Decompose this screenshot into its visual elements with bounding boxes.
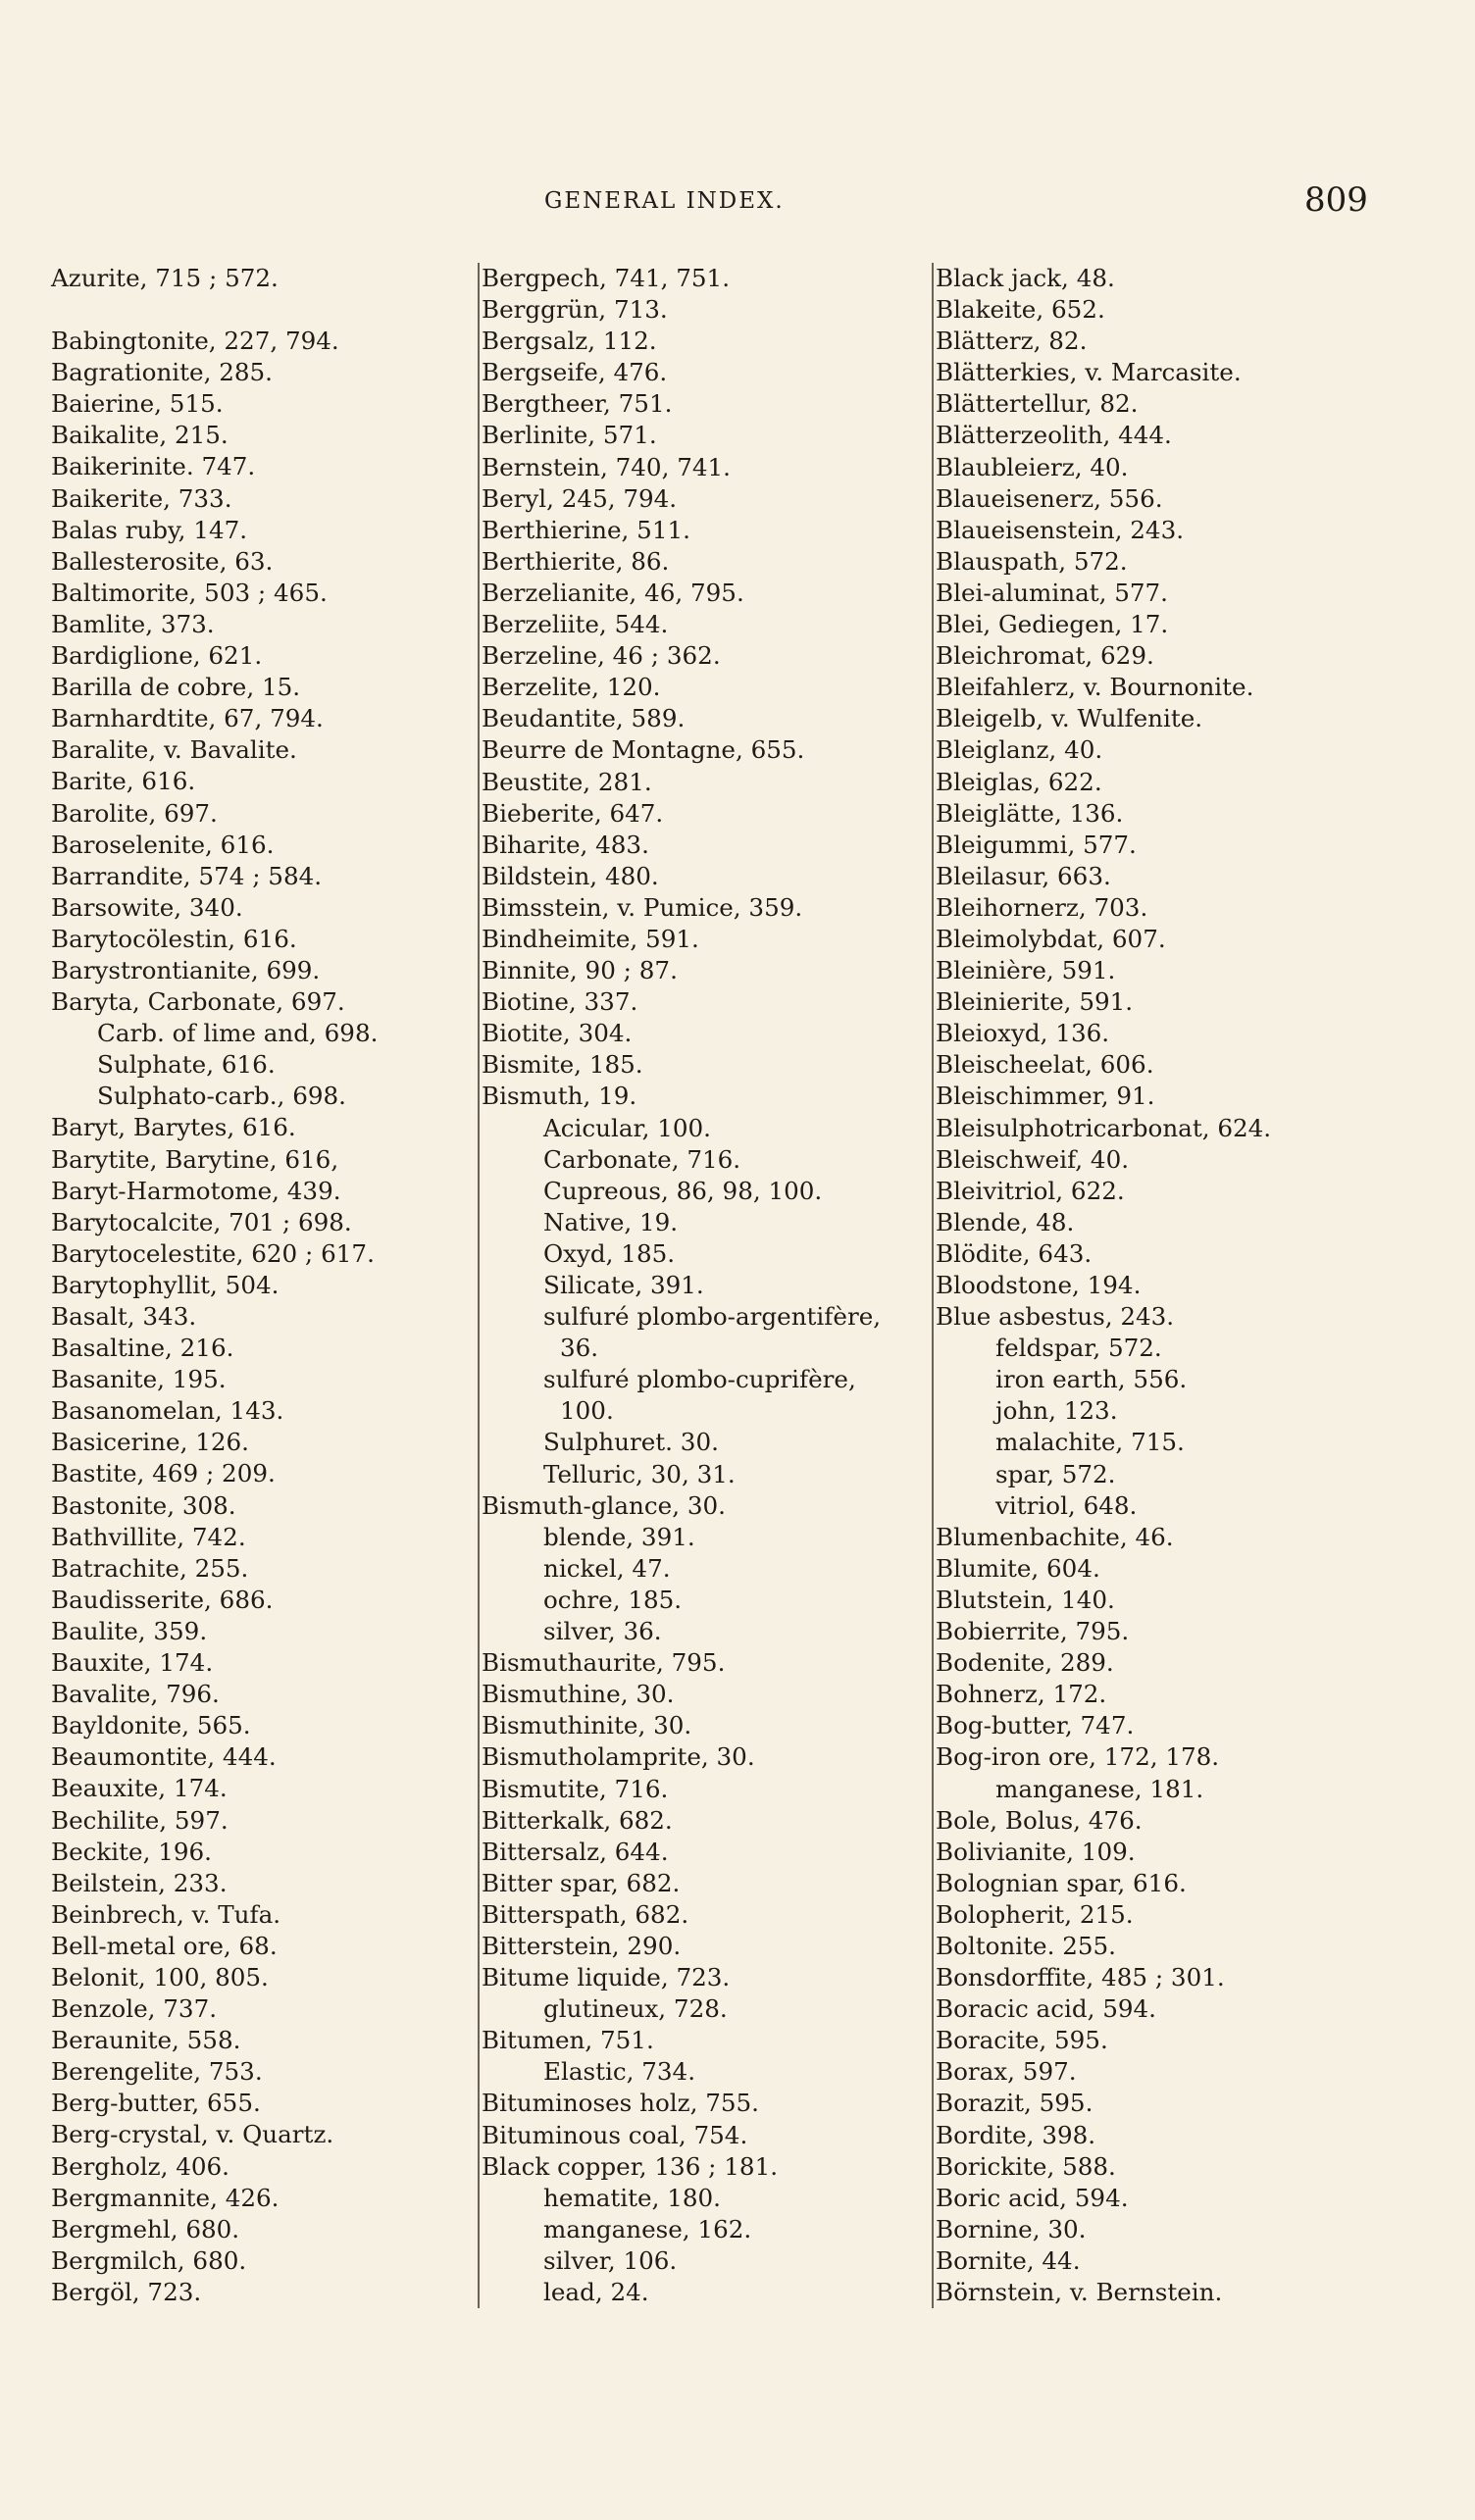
- index-entry: Bitter spar, 682.: [482, 1868, 681, 1897]
- index-entry: ochre, 185.: [543, 1585, 683, 1614]
- index-entry: Barilla de cobre, 15.: [51, 673, 301, 702]
- index-entry: Bitume liquide, 723.: [482, 1963, 731, 1992]
- index-entry: Barnhardtite, 67, 794.: [51, 704, 324, 733]
- index-entry: Beraunite, 558.: [51, 2026, 241, 2055]
- index-entry: Boltonite. 255.: [936, 1931, 1116, 1960]
- index-entry: Beilstein, 233.: [51, 1868, 228, 1897]
- index-entry: Borickite, 588.: [936, 2151, 1116, 2181]
- index-entry: Bimsstein, v. Pumice, 359.: [482, 892, 803, 922]
- index-entry: Bituminoses holz, 755.: [482, 2089, 759, 2118]
- index-entry: Bleichromat, 629.: [936, 641, 1154, 671]
- index-entry: Carb. of lime and, 698.: [97, 1019, 379, 1048]
- index-entry: Batrachite, 255.: [51, 1553, 249, 1583]
- index-entry: Bleischweif, 40.: [936, 1144, 1130, 1174]
- index-entry: feldspar, 572.: [995, 1334, 1162, 1363]
- index-entry: Barytocölestin, 616.: [51, 924, 297, 953]
- index-entry: Bleifahlerz, v. Bournonite.: [936, 673, 1254, 702]
- index-entry: nickel, 47.: [543, 1553, 671, 1583]
- index-entry: Blätterz, 82.: [936, 327, 1088, 356]
- index-entry: Bayldonite, 565.: [51, 1711, 251, 1740]
- index-entry: Bleiglanz, 40.: [936, 735, 1103, 765]
- index-entry: manganese, 162.: [543, 2214, 752, 2243]
- index-entry: Beustite, 281.: [482, 767, 652, 796]
- index-entry: Baryta, Carbonate, 697.: [51, 987, 345, 1017]
- index-entry: Elastic, 734.: [543, 2057, 696, 2087]
- index-entry: Bleigelb, v. Wulfenite.: [936, 704, 1203, 733]
- index-entry: Ballesterosite, 63.: [51, 546, 274, 576]
- index-entry: Berzelianite, 46, 795.: [482, 578, 744, 607]
- index-entry: Biotite, 304.: [482, 1019, 633, 1048]
- index-entry: Bismuthine, 30.: [482, 1680, 675, 1709]
- index-entry: Oxyd, 185.: [543, 1238, 676, 1268]
- index-entry: Bauxite, 174.: [51, 1648, 214, 1678]
- index-entry: Bagrationite, 285.: [51, 358, 273, 387]
- index-entry: Baulite, 359.: [51, 1616, 208, 1645]
- index-entry: Bismutholamprite, 30.: [482, 1742, 755, 1772]
- index-entry: Blättertellur, 82.: [936, 389, 1139, 419]
- index-column-left: [51, 263, 443, 2308]
- index-entry: Bechilite, 597.: [51, 1805, 229, 1835]
- index-entry: Bornine, 30.: [936, 2214, 1087, 2243]
- index-entry: Bog-iron ore, 172, 178.: [936, 1742, 1220, 1772]
- index-entry: Bergpech, 741, 751.: [482, 264, 731, 292]
- index-entry: Biharite, 483.: [482, 830, 649, 859]
- index-entry: lead, 24.: [543, 2278, 649, 2306]
- index-entry: Bitterkalk, 682.: [482, 1805, 673, 1835]
- index-entry: Basicerine, 126.: [51, 1428, 249, 1457]
- index-entry: Barytocelestite, 620 ; 617.: [51, 1238, 375, 1268]
- index-entry: Telluric, 30, 31.: [543, 1459, 736, 1488]
- index-entry: Baierine, 515.: [51, 389, 224, 419]
- index-entry: Börnstein, v. Bernstein.: [936, 2278, 1223, 2306]
- index-entry: Baroselenite, 616.: [51, 830, 275, 859]
- index-entry: Bergmannite, 426.: [51, 2183, 280, 2212]
- index-entry: Black jack, 48.: [936, 264, 1115, 292]
- index-entry: Blaueisenerz, 556.: [936, 483, 1163, 513]
- index-entry: Blumenbachite, 46.: [936, 1522, 1174, 1551]
- index-entry: Basanite, 195.: [51, 1365, 227, 1394]
- index-entry: Black copper, 136 ; 181.: [482, 2151, 779, 2181]
- index-entry: Bell-metal ore, 68.: [51, 1931, 278, 1960]
- index-entry: Bergtheer, 751.: [482, 389, 673, 419]
- index-entry: silver, 106.: [543, 2245, 678, 2275]
- index-entry: Bohnerz, 172.: [936, 1680, 1107, 1709]
- index-entry: Basalt, 343.: [51, 1302, 197, 1331]
- index-entry: Bornite, 44.: [936, 2245, 1081, 2275]
- index-entry: Bernstein, 740, 741.: [482, 452, 731, 481]
- index-entry: Beudantite, 589.: [482, 704, 686, 733]
- index-entry: manganese, 181.: [995, 1774, 1204, 1803]
- index-entry: Blaubleierz, 40.: [936, 452, 1129, 481]
- index-entry: Acicular, 100.: [543, 1113, 711, 1142]
- index-entry: Bismuthinite, 30.: [482, 1711, 692, 1740]
- index-entry: Cupreous, 86, 98, 100.: [543, 1176, 823, 1205]
- index-entry: Bleihornerz, 703.: [936, 892, 1148, 922]
- index-entry: Beaumontite, 444.: [51, 1742, 277, 1772]
- index-entry: Barolite, 697.: [51, 798, 218, 828]
- index-entry: Bitterspath, 682.: [482, 1899, 689, 1929]
- index-entry: Sulphuret. 30.: [543, 1428, 719, 1457]
- index-entry: Blende, 48.: [936, 1207, 1075, 1236]
- index-entry: Azurite, 715 ; 572.: [51, 264, 279, 292]
- index-entry: Bleivitriol, 622.: [936, 1176, 1125, 1205]
- index-entry: Bieberite, 647.: [482, 798, 664, 828]
- index-entry: Binnite, 90 ; 87.: [482, 956, 678, 985]
- index-entry: Berzeline, 46 ; 362.: [482, 641, 721, 671]
- index-entry: Bleisulphotricarbonat, 624.: [936, 1113, 1272, 1142]
- index-entry: Basanomelan, 143.: [51, 1396, 284, 1426]
- index-entry: john, 123.: [995, 1396, 1118, 1426]
- index-entry: Blumite, 604.: [936, 1553, 1100, 1583]
- index-entry: Sulphate, 616.: [97, 1050, 276, 1080]
- index-entry: Beauxite, 174.: [51, 1774, 228, 1803]
- index-entry: Bittersalz, 644.: [482, 1837, 669, 1866]
- index-entry: Barytocalcite, 701 ; 698.: [51, 1207, 352, 1236]
- index-entry: 100.: [560, 1396, 614, 1426]
- index-entry: Beckite, 196.: [51, 1837, 213, 1866]
- index-entry: Basaltine, 216.: [51, 1334, 234, 1363]
- index-entry: Bog-butter, 747.: [936, 1711, 1135, 1740]
- index-entry: Bole, Bolus, 476.: [936, 1805, 1143, 1835]
- index-entry: Bleimolybdat, 607.: [936, 924, 1166, 953]
- index-entry: Boracite, 595.: [936, 2026, 1108, 2055]
- index-entry: Berthierite, 86.: [482, 546, 670, 576]
- index-entry: sulfuré plombo-argentifère,: [543, 1302, 882, 1332]
- index-entry: Bleiglätte, 136.: [936, 798, 1124, 828]
- index-entry: Barytophyllit, 504.: [51, 1270, 280, 1299]
- index-entry: Bleilasur, 663.: [936, 861, 1111, 890]
- index-entry: Blei, Gediegen, 17.: [936, 610, 1169, 639]
- index-entry: Blutstein, 140.: [936, 1585, 1115, 1614]
- index-entry: iron earth, 556.: [995, 1365, 1188, 1394]
- index-entry: Bordite, 398.: [936, 2120, 1096, 2149]
- index-column-middle: [478, 263, 921, 2308]
- page-header: [0, 180, 1475, 224]
- index-entry: Bergholz, 406.: [51, 2151, 229, 2181]
- index-entry: Baudisserite, 686.: [51, 1585, 274, 1614]
- index-entry: Berzeliite, 544.: [482, 610, 669, 639]
- index-entry: Bavalite, 796.: [51, 1680, 220, 1709]
- index-entry: Beryl, 245, 794.: [482, 483, 678, 513]
- index-entry: hematite, 180.: [543, 2183, 721, 2212]
- index-entry: Baikerite, 733.: [51, 483, 232, 513]
- running-title: GENERAL INDEX.: [544, 188, 785, 214]
- index-entry: Beinbrech, v. Tufa.: [51, 1899, 281, 1929]
- index-entry: Bleiglas, 622.: [936, 767, 1102, 796]
- index-entry: Bergseife, 476.: [482, 358, 668, 387]
- index-column-right: [932, 263, 1444, 2308]
- index-entry: Blei-aluminat, 577.: [936, 578, 1169, 607]
- index-entry: Berg-butter, 655.: [51, 2089, 261, 2118]
- index-entry: glutineux, 728.: [543, 1994, 728, 2024]
- index-entry: silver, 36.: [543, 1617, 662, 1646]
- index-entry: Barytite, Barytine, 616,: [51, 1144, 339, 1174]
- index-entry: Bildstein, 480.: [482, 861, 659, 890]
- index-entry: Bleischimmer, 91.: [936, 1082, 1155, 1111]
- index-entry: Berengelite, 753.: [51, 2057, 263, 2087]
- index-entry: malachite, 715.: [995, 1428, 1185, 1457]
- index-entry: Bindheimite, 591.: [482, 924, 699, 953]
- index-entry: Blauspath, 572.: [936, 546, 1128, 576]
- index-entry: Boracic acid, 594.: [936, 1994, 1156, 2024]
- index-entry: Blue asbestus, 243.: [936, 1302, 1175, 1332]
- index-entry: Blakeite, 652.: [936, 295, 1105, 325]
- index-entry: Bleischeelat, 606.: [936, 1050, 1154, 1080]
- index-entry: Bismuth, 19.: [482, 1082, 637, 1111]
- index-entry: Berthierine, 511.: [482, 515, 690, 544]
- index-entry: Baralite, v. Bavalite.: [51, 735, 297, 765]
- page-number: 809: [1304, 180, 1368, 220]
- index-entry: Bloodstone, 194.: [936, 1271, 1142, 1299]
- index-entry: Silicate, 391.: [543, 1271, 704, 1299]
- index-entry: Bismite, 185.: [482, 1050, 643, 1080]
- index-entry: Native, 19.: [543, 1207, 679, 1236]
- index-entry: Baltimorite, 503 ; 465.: [51, 578, 328, 607]
- index-entry: Biotine, 337.: [482, 987, 638, 1017]
- index-entry: Baryt-Harmotome, 439.: [51, 1176, 341, 1205]
- index-entry: Bathvillite, 742.: [51, 1522, 246, 1551]
- index-entry: Barrandite, 574 ; 584.: [51, 861, 323, 890]
- index-entry: Bismuthaurite, 795.: [482, 1648, 726, 1678]
- index-entry: Beurre de Montagne, 655.: [482, 735, 805, 765]
- index-entry: Babingtonite, 227, 794.: [51, 327, 339, 356]
- index-entry: Bleinière, 591.: [936, 956, 1116, 985]
- index-entry: Bolivianite, 109.: [936, 1837, 1136, 1866]
- index-entry: Bastonite, 308.: [51, 1490, 236, 1520]
- index-entry: Berlinite, 571.: [482, 421, 657, 450]
- index-entry: Bleigummi, 577.: [936, 830, 1137, 859]
- index-entry: Barite, 616.: [51, 767, 196, 796]
- index-entry: Bituminous coal, 754.: [482, 2120, 748, 2149]
- index-entry: Bamlite, 373.: [51, 609, 215, 638]
- index-entry: Borazit, 595.: [936, 2089, 1094, 2118]
- index-entry: Barsowite, 340.: [51, 892, 243, 922]
- index-entry: Boric acid, 594.: [936, 2183, 1129, 2212]
- index-entry: Bardiglione, 621.: [51, 641, 263, 671]
- index-entry: Bitumen, 751.: [482, 2026, 654, 2055]
- index-entry: Bismutite, 716.: [482, 1774, 669, 1803]
- index-entry: Bleinierite, 591.: [936, 987, 1134, 1017]
- index-entry: 36.: [560, 1334, 599, 1363]
- index-entry: Balas ruby, 147.: [51, 515, 248, 544]
- index-entry: Blätterzeolith, 444.: [936, 421, 1172, 450]
- index-entry: Bergmehl, 680.: [51, 2214, 240, 2243]
- index-entry: Bitterstein, 290.: [482, 1931, 682, 1960]
- index-entry: Baikerinite. 747.: [51, 452, 256, 481]
- index-entry: sulfuré plombo-cuprifère,: [543, 1365, 856, 1394]
- index-entry: Bolopherit, 215.: [936, 1899, 1134, 1929]
- index-entry: Benzole, 737.: [51, 1994, 218, 2024]
- index-entry: Carbonate, 716.: [543, 1144, 741, 1174]
- index-entry: Bonsdorffite, 485 ; 301.: [936, 1963, 1225, 1992]
- index-entry: Bobierrite, 795.: [936, 1617, 1130, 1646]
- index-entry: Bismuth-glance, 30.: [482, 1490, 726, 1520]
- index-entry: Bleioxyd, 136.: [936, 1019, 1110, 1048]
- index-entry: Barystrontianite, 699.: [51, 955, 321, 984]
- index-entry: Bastite, 469 ; 209.: [51, 1459, 276, 1488]
- index-entry: Bergsalz, 112.: [482, 327, 657, 356]
- index-entry: Belonit, 100, 805.: [51, 1962, 269, 1991]
- index-entry: Bergmilch, 680.: [51, 2245, 247, 2275]
- index-entry: Blätterkies, v. Marcasite.: [936, 358, 1242, 387]
- index-entry: Baryt, Barytes, 616.: [51, 1113, 296, 1142]
- index-entry: Blaueisenstein, 243.: [936, 515, 1185, 544]
- index-entry: Berzelite, 120.: [482, 673, 661, 702]
- index-entry: Sulphato-carb., 698.: [97, 1082, 346, 1111]
- index-entry: blende, 391.: [543, 1522, 695, 1551]
- index-entry: vitriol, 648.: [995, 1490, 1138, 1520]
- index-entry: Bodenite, 289.: [936, 1648, 1114, 1678]
- index-entry: Blödite, 643.: [936, 1238, 1093, 1268]
- index-entry: Bergöl, 723.: [51, 2277, 202, 2306]
- index-entry: Bolognian spar, 616.: [936, 1868, 1187, 1897]
- index-entry: Borax, 597.: [936, 2057, 1077, 2087]
- index-entry: spar, 572.: [995, 1459, 1116, 1488]
- index-entry: Baikalite, 215.: [51, 421, 229, 450]
- index-entry: Berg-crystal, v. Quartz.: [51, 2120, 334, 2149]
- index-entry: Berggrün, 713.: [482, 295, 668, 325]
